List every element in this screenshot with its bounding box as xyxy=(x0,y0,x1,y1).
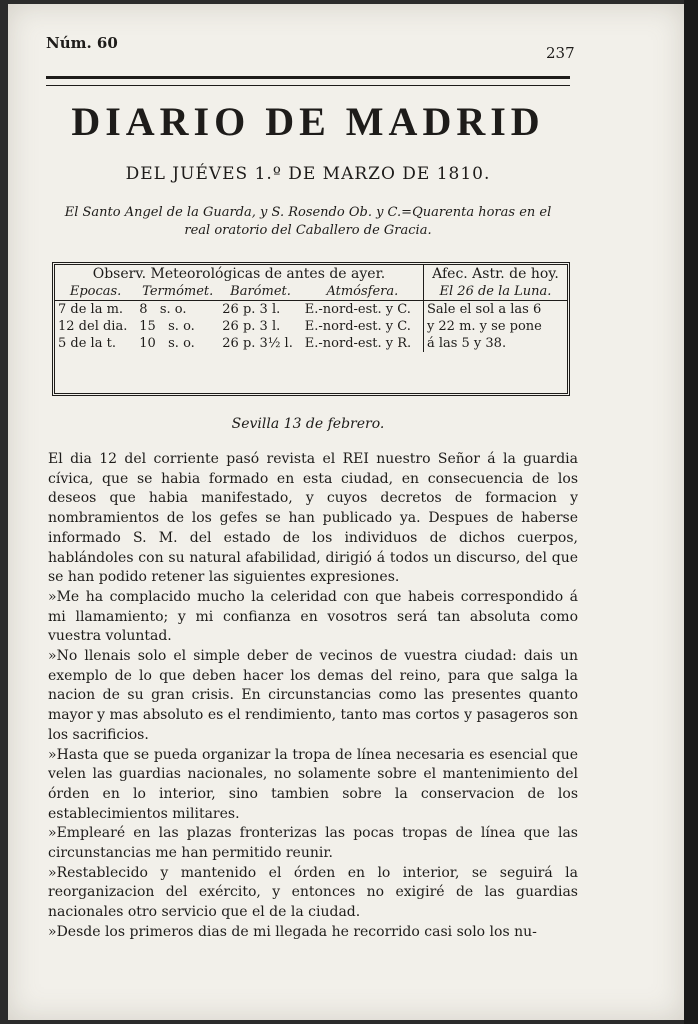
cell-barom: 26 p. 3 l. xyxy=(222,319,281,334)
cell-atmos: E.-nord-est. y C. xyxy=(304,319,411,334)
masthead-title: DIARIO DE MADRID xyxy=(71,99,545,144)
weather-row xyxy=(55,335,567,352)
cell-barom: 26 p. 3½ l. xyxy=(222,336,293,351)
paragraph: »Emplearé en las plazas fronterizas las pocas tropas de línea que las circunstancias me han permitido reunir. xyxy=(48,825,578,862)
cell-luna: y 22 m. y se pone xyxy=(423,318,567,335)
term-scale: s. o. xyxy=(168,319,195,334)
issue-number: Núm. 60 xyxy=(46,34,118,52)
cell-atmos: E.-nord-est. y R. xyxy=(304,336,412,351)
cell-barom: 26 p. 3 l. xyxy=(222,302,281,317)
weather-title: Observ. Meteorológicas de antes de ayer. xyxy=(92,266,386,282)
article-heading: Sevilla 13 de febrero. xyxy=(231,416,385,432)
term-value: 10 xyxy=(139,336,156,351)
weather-header-row xyxy=(55,283,567,301)
page-number: 237 xyxy=(546,44,575,62)
paragraph: »Desde los primeros dias de mi llegada he recorrido casi solo los nu- xyxy=(48,923,537,940)
weather-row xyxy=(55,318,567,335)
col-barometro: Barómet. xyxy=(219,283,302,301)
weather-row xyxy=(55,301,567,319)
term-value: 8 xyxy=(139,302,148,317)
term-value: 15 xyxy=(139,319,156,334)
col-atmosfera: Atmósfera. xyxy=(302,283,424,301)
paragraph: El dia 12 del corriente pasó revista el REI nuestro Señor á la guardia cívica, que se habia formado en esta ciudad, en consecuencia de los deseos que habia manifestado, y cuyos decretos de formacion y nombramientos de los gefes se han publicado ya. Despues de haberse informado S. M. del estado de los individuos de dichos cuerpos, hablándoles con su natural afabilidad, dirigió á todos un discurso, del que se han podido retener las siguientes expresiones. xyxy=(48,451,578,586)
newspaper-page xyxy=(8,4,684,1020)
cell-epoca: 5 de la t. xyxy=(58,336,116,351)
article-body xyxy=(48,450,578,943)
paragraph: »Restablecido y mantenido el órden en lo interior, se seguirá la reorganizacion del exército, y entonces no exigiré de las guardias nacionales otro servicio que el de la ciudad. xyxy=(48,864,578,921)
astro-title: Afec. Astr. de hoy. xyxy=(423,265,567,283)
cell-epoca: 7 de la m. xyxy=(58,302,124,317)
cell-term xyxy=(136,301,219,319)
col-termometro: Termómet. xyxy=(136,283,219,301)
cell-luna: á las 5 y 38. xyxy=(423,335,567,352)
paragraph: »Me ha complacido mucho la celeridad con que habeis correspondido á mi llamamiento; y mi confianza en vosotros será tan absoluta como vuestra voluntad. xyxy=(48,588,578,645)
paragraph: »No llenais solo el simple deber de vecinos de vuestra ciudad: dais un exemplo de lo que deben hacer los demas del reino, para que salga la nacion de su gran crisis. En circunstancias como las presentes quanto mayor y mas absoluto es el rendimiento, tanto mas cortos y pasageros son los sacrificios. xyxy=(48,648,578,743)
term-scale: s. o. xyxy=(159,302,187,317)
scan-edge xyxy=(684,0,698,1024)
saints-notice: El Santo Angel de la Guarda, y S. Rosendo Ob. y C.=Quarenta horas en el real oratorio del Caballero de Gracia. xyxy=(64,205,552,238)
dateline: DEL JUÉVES 1.º DE MARZO DE 1810. xyxy=(125,164,491,184)
cell-term xyxy=(136,335,219,352)
weather-table xyxy=(52,262,570,396)
col-luna: El 26 de la Luna. xyxy=(423,283,567,301)
cell-luna: Sale el sol a las 6 xyxy=(423,301,567,319)
cell-atmos: E.-nord-est. y C. xyxy=(304,302,411,317)
col-epocas: Epocas. xyxy=(55,283,136,301)
cell-epoca: 12 del dia. xyxy=(58,319,128,334)
top-rule xyxy=(46,76,570,86)
paragraph: »Hasta que se pueda organizar la tropa de línea necesaria es esencial que velen las guardias nacionales, no solamente sobre el mantenimiento del órden en lo interior, sino tambien sobre la conservacion de los establecimientos militares. xyxy=(48,746,578,822)
term-scale: s. o. xyxy=(168,336,195,351)
cell-term xyxy=(136,318,219,335)
